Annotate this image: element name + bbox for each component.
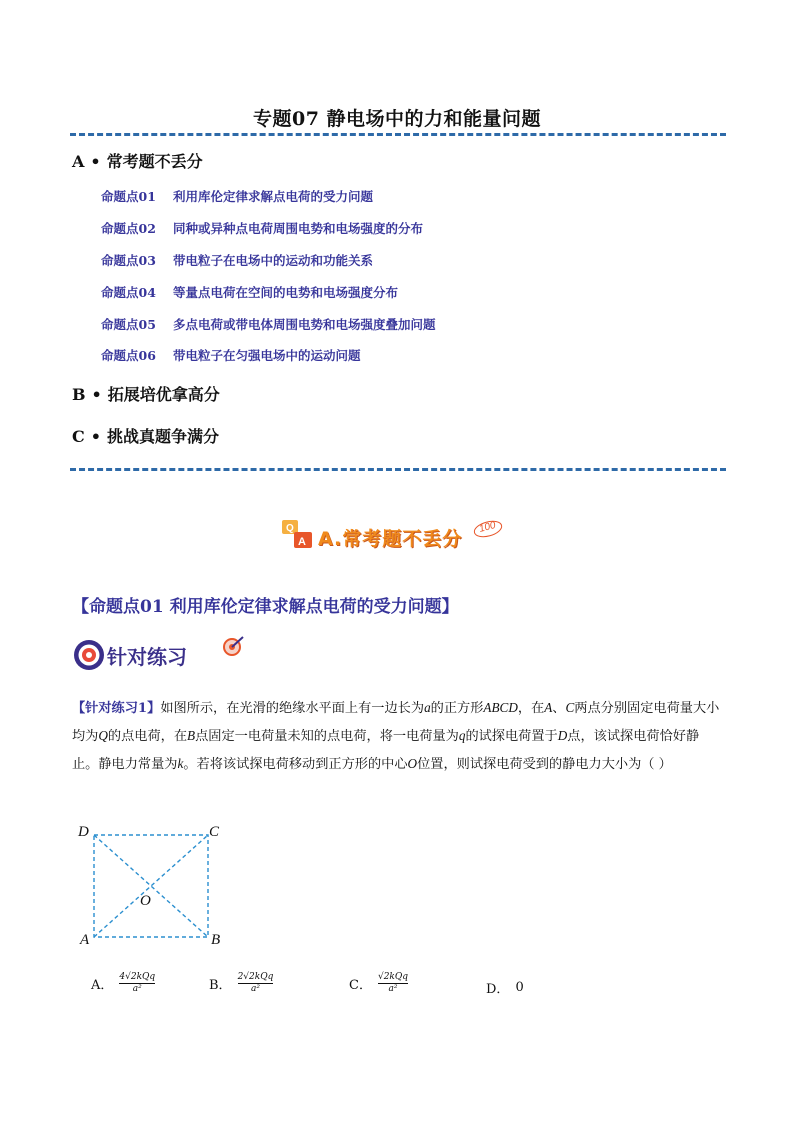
list-item (101, 346, 361, 364)
vertex-label-b: B (211, 932, 221, 948)
var-C: C (565, 700, 575, 715)
option-d[interactable] (486, 978, 524, 997)
list-item (101, 315, 436, 333)
banner-hundred: 100 (477, 519, 497, 535)
var-a: a (424, 700, 431, 715)
question-segment: ，在 (517, 701, 545, 716)
banner-q-letter: Q (286, 523, 294, 534)
list-item (101, 283, 398, 301)
option-label: B． (209, 978, 232, 993)
target-icon (72, 638, 106, 672)
option-fraction (119, 972, 155, 995)
fraction-denominator: a² (132, 984, 142, 994)
section-c (72, 424, 219, 447)
item-number: 命题点03 (101, 253, 156, 268)
var-B: B (187, 728, 196, 743)
question-segment: 点固定一电荷量未知的点电荷，将一电荷量为 (195, 729, 459, 744)
banner-a-letter: A (298, 536, 306, 548)
var-D: D (557, 728, 568, 743)
banner-text: A.常考题不丢分 (318, 528, 463, 550)
option-label: A． (91, 978, 114, 993)
section-divider (70, 468, 726, 471)
section-label: 拓展培优拿高分 (107, 385, 220, 404)
section-dot: • (91, 385, 102, 404)
item-text: 同种或异种点电荷周围电势和电场强度的分布 (173, 221, 424, 236)
title-divider (70, 133, 726, 136)
question-segment: 位置，则试探电荷受到的静电力大小为（ ） (417, 757, 672, 772)
fraction-numerator: 4√2kQq (119, 972, 156, 982)
var-A: A (544, 700, 553, 715)
list-item (101, 219, 423, 237)
vertex-label-d: D (78, 824, 89, 840)
practice-label: 针对练习 (107, 645, 187, 669)
var-O: O (407, 756, 418, 771)
fraction-denominator: a² (250, 984, 260, 994)
vertex-label-c: C (209, 824, 220, 840)
option-b[interactable] (209, 972, 273, 995)
fraction-numerator: √2kQq (377, 972, 409, 982)
question-segment: 两点分别固定电荷量大小均为 (72, 701, 720, 744)
section-a (72, 149, 203, 172)
list-item (101, 187, 373, 205)
var-k: k (177, 756, 184, 771)
item-text: 利用库伦定律求解点电荷的受力问题 (173, 189, 374, 204)
square-figure (76, 822, 226, 952)
question-segment: 点，该试探电荷恰好静止。静电力常量为 (72, 729, 700, 772)
item-text: 带电粒子在匀强电场中的运动问题 (173, 348, 361, 363)
point-heading: 【命题点01 利用库伦定律求解点电荷的受力问题】 (72, 597, 459, 617)
question-segment: 的试探电荷置于 (465, 729, 558, 744)
item-number: 命题点02 (101, 221, 156, 236)
section-label: 常考题不丢分 (106, 152, 203, 171)
page-title: 专题07 静电场中的力和能量问题 (252, 108, 542, 130)
fraction-numerator: 2√2kQq (237, 972, 274, 982)
question-segment: 的点电荷，在 (107, 729, 188, 744)
item-text: 等量点电荷在空间的电势和电场强度分布 (173, 285, 399, 300)
option-fraction (238, 972, 274, 995)
option-c[interactable] (349, 972, 408, 995)
fraction-denominator: a² (388, 984, 398, 994)
question-tag: 【针对练习1】 (72, 701, 161, 716)
section-dot: • (90, 152, 101, 171)
var-Q: Q (98, 728, 108, 743)
section-letter: A (72, 152, 85, 171)
item-text: 带电粒子在电场中的运动和功能关系 (173, 253, 374, 268)
item-number: 命题点04 (101, 285, 156, 300)
question-segment: 的正方形 (430, 701, 484, 716)
section-letter: B (72, 385, 86, 404)
var-q: q (458, 728, 466, 743)
section-label: 挑战真题争满分 (106, 427, 219, 446)
question-text (72, 694, 724, 778)
list-item (101, 251, 373, 269)
section-dot: • (90, 427, 101, 446)
item-text: 多点电荷或带电体周围电势和电场强度叠加问题 (173, 317, 436, 332)
center-label-o: O (140, 893, 151, 909)
item-number: 命题点05 (101, 317, 156, 332)
section-letter: C (72, 427, 85, 446)
item-number: 命题点06 (101, 348, 156, 363)
item-number: 命题点01 (101, 189, 156, 204)
option-label: C． (349, 978, 372, 993)
option-label: D． (486, 982, 510, 997)
vertex-label-a: A (80, 932, 90, 948)
dart-icon (222, 634, 246, 658)
var-abcd: ABCD (483, 700, 518, 715)
question-segment: 如图所示，在光滑的绝缘水平面上有一边长为 (160, 701, 425, 716)
question-segment: 。若将该试探电荷移动到正方形的中心 (183, 757, 408, 772)
option-fraction (378, 972, 408, 995)
option-value: 0 (515, 980, 524, 995)
question-segment: 、 (552, 701, 566, 716)
option-a[interactable] (91, 972, 155, 995)
section-b (72, 382, 220, 405)
